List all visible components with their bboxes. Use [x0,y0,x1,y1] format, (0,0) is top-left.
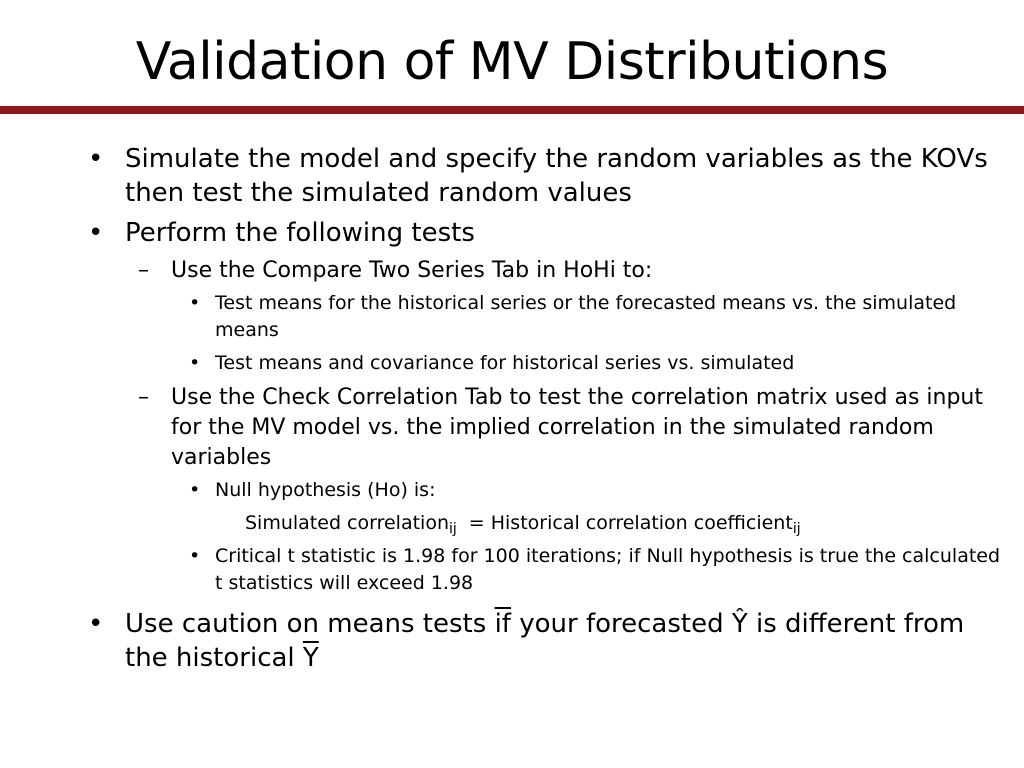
bullet-text-part1: Use caution on means tests [125,609,495,639]
bullet-text: Critical t statistic is 1.98 for 100 iterations; if Null hypothesis is true the calculated t statistics will exceed 1.98 [215,545,1001,594]
formula-left-subscript: ij [449,521,457,537]
bullet-marker: • [88,218,104,248]
bullet-text: Test means and covariance for historical series vs. simulated [215,352,795,374]
bullet-text: Test means for the historical series or the forecasted means vs. the simulated means [215,292,957,341]
formula-right-subscript: ij [792,521,801,537]
bullet-text: Use the Check Correlation Tab to test the correlation matrix used as input for the MV model vs. the implied correlation in the simulated random variables [171,385,983,470]
bullet-marker: • [189,545,201,567]
subbullet-check-correlation [88,383,1008,473]
bullet-marker: • [88,609,104,639]
slide-body [88,142,1008,681]
bullet-marker: • [189,479,201,501]
bullet-perform-tests [88,216,1008,250]
dash-marker: – [138,258,149,283]
bullet-text: Use the Compare Two Series Tab in HoHi to: [171,258,653,283]
bullet-text-part2: your forecasted Ŷ is different from the historical [125,609,965,673]
bullet-use-caution [88,607,1008,675]
bullet-marker: • [88,144,104,174]
bullet-text-if: $\overline{if}$ [494,609,511,639]
bullet-text: Null hypothesis (Ho) is: [215,479,436,501]
bullet-text: Perform the following tests [125,218,475,248]
bullet-simulate-model [88,142,1008,210]
subsubbullet-test-means [88,290,1008,344]
dash-marker: – [138,385,149,410]
bullet-text: Simulate the model and specify the random variables as the KOVs then test the simulated random values [125,144,988,208]
formula-right: = Historical correlation coefficient [468,512,793,534]
formula-left: Simulated correlation [245,512,449,534]
slide-title: Validation of MV Distributions [135,32,889,92]
subsubbullet-critical-t [88,543,1008,597]
subbullet-compare-two-series [88,256,1008,286]
title-divider [0,106,1024,114]
subsubbullet-test-covariance [88,350,1008,377]
bullet-marker: • [189,292,201,314]
y-bar-symbol: $\overline{Y}$ [302,643,319,673]
subsubbullet-null-hypothesis [88,477,1008,504]
null-hypothesis-formula [88,510,1008,537]
bullet-marker: • [189,352,201,374]
